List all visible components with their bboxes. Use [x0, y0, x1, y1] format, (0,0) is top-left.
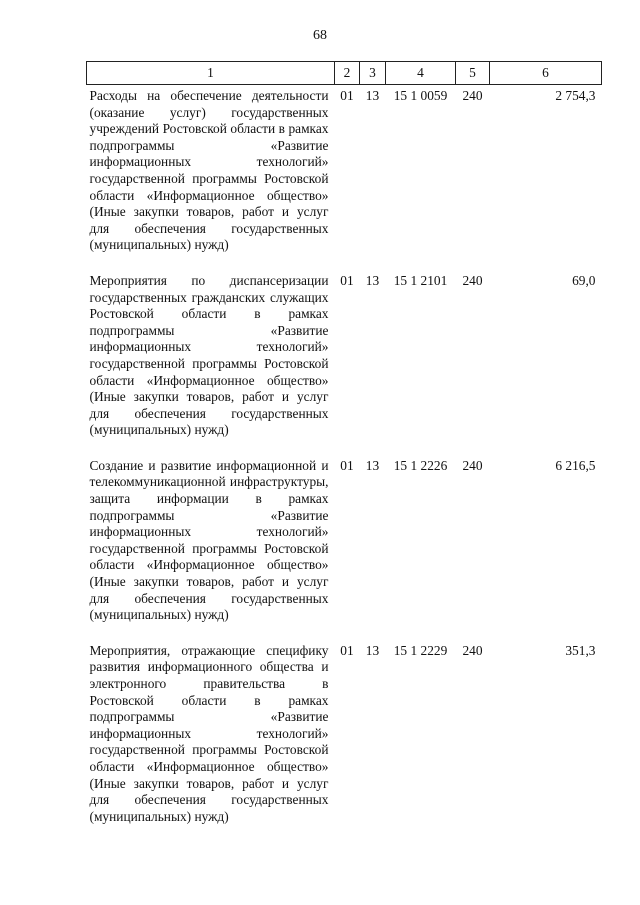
target-code: 15 1 2226 — [393, 457, 448, 473]
subsection-code: 13 — [365, 457, 380, 473]
expense-description: Создание и развитие информационной и телекоммуникационной инфраструктуры, защита информации в рамках подпрограммы «Развитие информационных технологий» государственной программы Ростовской области «Информационное общество» (Иные закупки товаров, работ и услуг для обеспечения государственных (муниципальных) нужд) — [89, 457, 329, 623]
expense-type-code: 240 — [462, 88, 483, 103]
column-header: 2 — [335, 62, 360, 85]
section-code: 01 — [340, 88, 354, 103]
table-row — [87, 640, 602, 842]
expense-type-code: 240 — [462, 457, 483, 473]
column-header: 6 — [490, 62, 602, 85]
expense-description: Мероприятия по диспансеризации государственных гражданских служащих Ростовской области в рамках подпрограммы «Развитие информационных технологий» государственной программы Ростовской области «Информационное общество» (Иные закупки товаров, работ и услуг для обеспечения государственных (муниципальных) нужд) — [89, 272, 329, 438]
column-header: 5 — [456, 62, 490, 85]
table-row — [87, 270, 602, 455]
section-code: 01 — [340, 642, 354, 658]
amount: 69,0 — [572, 272, 596, 288]
expense-description: Расходы на обеспечение деятельности (оказание услуг) государственных учреждений Ростовской области в рамках подпрограммы «Развитие информационных технологий» государственной программы Ростовской области «Информационное общество» (Иные закупки товаров, работ и услуг для обеспечения государственных (муниципальных) нужд) — [89, 88, 329, 253]
target-code: 15 1 0059 — [393, 88, 448, 103]
target-code: 15 1 2229 — [393, 642, 448, 658]
amount: 351,3 — [565, 642, 596, 658]
section-code: 01 — [340, 457, 354, 473]
amount: 6 216,5 — [555, 457, 596, 473]
budget-table — [86, 61, 602, 841]
table-row — [87, 85, 602, 270]
subsection-code: 13 — [365, 88, 380, 103]
column-header: 1 — [87, 62, 335, 85]
subsection-code: 13 — [365, 272, 380, 288]
page-number: 68 — [313, 28, 327, 43]
table-row — [87, 455, 602, 640]
column-header: 3 — [360, 62, 386, 85]
table-header-row — [87, 62, 602, 85]
expense-type-code: 240 — [462, 642, 483, 658]
column-header: 4 — [386, 62, 456, 85]
expense-description: Мероприятия, отражающие специфику развития информационного общества и электронного правительства в Ростовской области в рамках подпрограммы «Развитие информационных технологий» государственной программы Ростовской области «Информационное общество» (Иные закупки товаров, работ и услуг для обеспечения государственных (муниципальных) нужд) — [89, 642, 329, 824]
target-code: 15 1 2101 — [393, 272, 448, 288]
section-code: 01 — [340, 272, 354, 288]
amount: 2 754,3 — [555, 88, 596, 103]
expense-type-code: 240 — [462, 272, 483, 288]
subsection-code: 13 — [365, 642, 380, 658]
